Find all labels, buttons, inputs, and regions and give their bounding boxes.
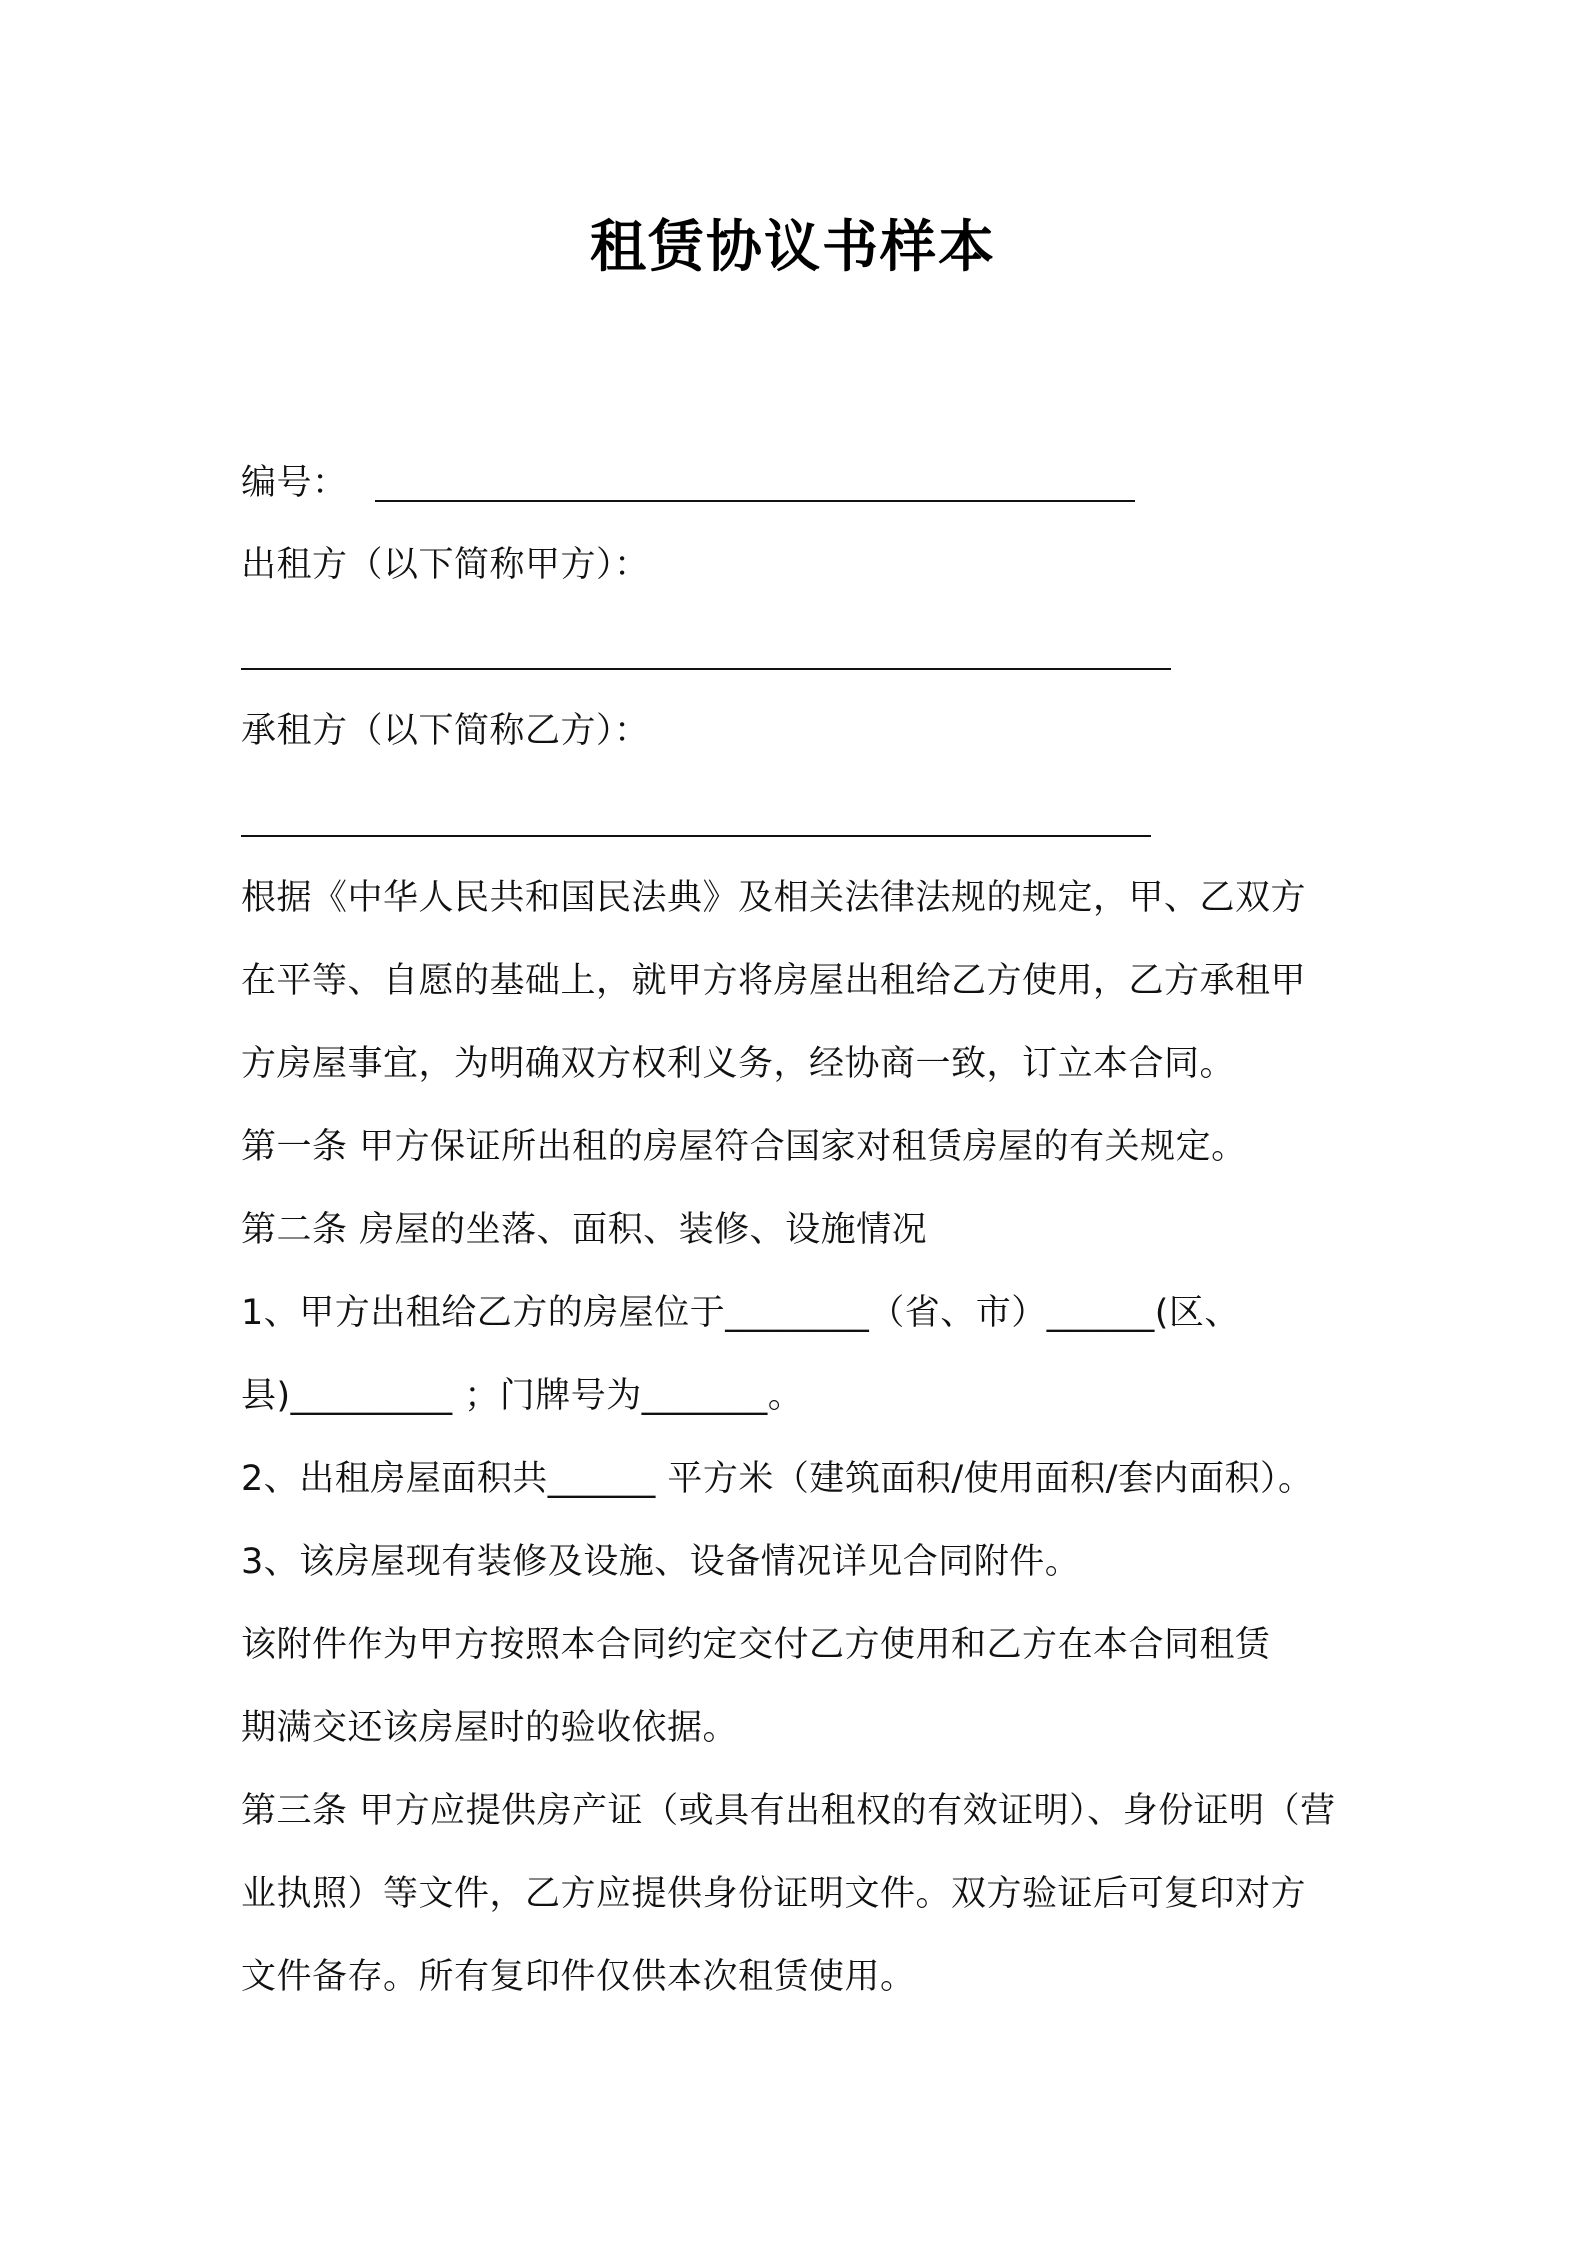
document-title: 租赁协议书样本 (590, 215, 996, 280)
body-line: 根据《中华人民共和国民法典》及相关法律法规的规定，甲、乙双方 (241, 878, 1307, 918)
article-line: 第二条 房屋的坐落、面积、装修、设施情况 (241, 1210, 928, 1250)
number-blank-line (375, 500, 1135, 502)
clause-line: 3、该房屋现有装修及设施、设备情况详见合同附件。 (241, 1542, 1081, 1582)
number-label: 编号： (241, 463, 348, 503)
article-line: 第一条 甲方保证所出租的房屋符合国家对租赁房屋的有关规定。 (241, 1127, 1247, 1167)
body-line: 该附件作为甲方按照本合同约定交付乙方使用和乙方在本合同租赁 (241, 1625, 1271, 1665)
lessor-blank-line (241, 668, 1171, 670)
lessor-label: 出租方（以下简称甲方）： (241, 545, 650, 585)
lessee-blank-line (241, 835, 1151, 837)
body-line: 业执照）等文件，乙方应提供身份证明文件。双方验证后可复印对方 (241, 1874, 1307, 1914)
clause-line: 1、甲方出租给乙方的房屋位于________（省、市）______(区、 (241, 1293, 1240, 1333)
body-line: 文件备存。所有复印件仅供本次租赁使用。 (241, 1957, 916, 1997)
article-line: 第三条 甲方应提供房产证（或具有出租权的有效证明）、身份证明（营 (241, 1791, 1336, 1831)
clause-line: 县)_________ ；门牌号为_______。 (241, 1376, 804, 1416)
lessee-label: 承租方（以下简称乙方）： (241, 711, 650, 751)
body-line: 在平等、自愿的基础上，就甲方将房屋出租给乙方使用，乙方承租甲 (241, 961, 1307, 1001)
body-line: 方房屋事宜，为明确双方权利义务，经协商一致，订立本合同。 (241, 1044, 1236, 1084)
body-line: 期满交还该房屋时的验收依据。 (241, 1708, 739, 1748)
clause-line: 2、出租房屋面积共______ 平方米（建筑面积/使用面积/套内面积）。 (241, 1459, 1314, 1499)
